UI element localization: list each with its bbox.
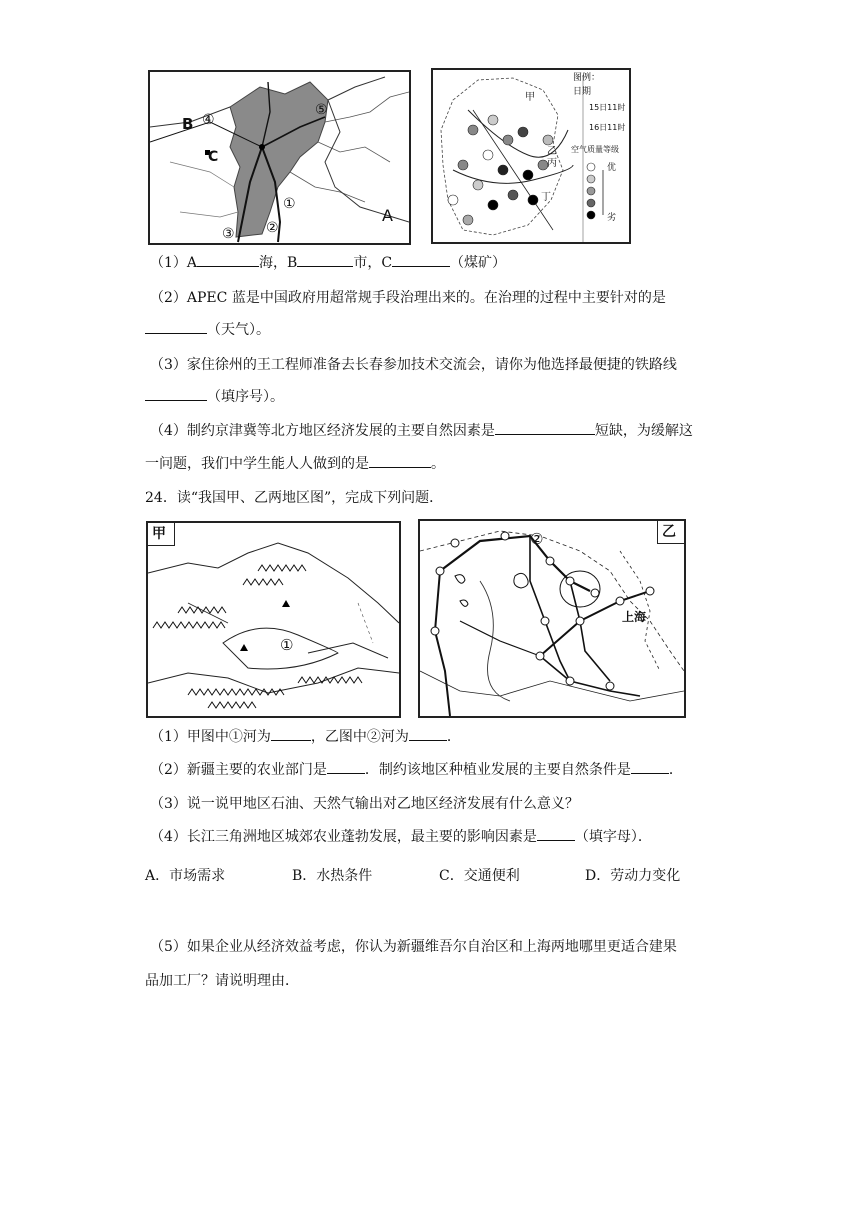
map1-label-2: ② <box>266 220 279 236</box>
map-yi <box>418 519 686 718</box>
legend-title: 图例： <box>573 73 601 83</box>
legend-date-15: 15日11时 <box>589 103 626 112</box>
q23-part1: （1）A 海，B 市，C （煤矿） <box>150 255 507 271</box>
q24-sub5: （5）如果企业从经济效益考虑，你认为新疆维吾尔自治区和上海两地哪里更适合建果 <box>150 939 677 955</box>
map1-label-3: ③ <box>222 226 235 242</box>
map4-label-2: ② <box>530 530 544 548</box>
q24-sub1: （1）甲图中①河为 ，乙图中②河为 ． <box>150 729 461 745</box>
q23-part4b: 一问题，我们中学生能人人做到的是 。 <box>145 456 445 472</box>
map1-label-4: ④ <box>202 112 215 128</box>
q24-sub5b: 品加工厂？请说明理由． <box>145 973 299 989</box>
map-jingjinji <box>148 70 411 245</box>
q23-part3: （3）家住徐州的王工程师准备去长春参加技术交流会，请你为他选择最便捷的铁路线 <box>150 357 677 373</box>
map1-label-a: A <box>382 206 393 225</box>
q23-part3b: （填序号）。 <box>145 387 284 407</box>
q23-part2: （2）APEC 蓝是中国政府用超常规手段治理出来的。在治理的过程中主要针对的是 <box>150 290 666 306</box>
q23-part4: （4）制约京津冀等北方地区经济发展的主要自然因素是 短缺，为缓解这 <box>150 423 693 439</box>
map-jia <box>146 521 401 718</box>
q24-sub3: （3）说一说甲地区石油、天然气输出对乙地区经济发展有什么意义？ <box>150 796 579 812</box>
legend-air-quality: 空气质量等级 <box>571 145 619 154</box>
map2-label-yi: 乙 <box>547 146 557 157</box>
q24-title: 24．读“我国甲、乙两地区图”，完成下列问题． <box>145 490 444 506</box>
legend-best: 优 <box>607 163 617 173</box>
map4-label-shanghai: 上海 <box>622 610 647 624</box>
legend-date: 日期 <box>573 87 592 97</box>
map1-label-5: ⑤ <box>315 102 328 118</box>
map4-label-yi: 乙 <box>662 524 676 540</box>
option-a: A．市场需求 <box>145 868 226 884</box>
q24-sub4: （4）长江三角洲地区城郊农业蓬勃发展，最主要的影响因素是 （填字母）． <box>150 829 652 845</box>
option-b: B．水热条件 <box>292 868 373 884</box>
legend-worst: 劣 <box>607 213 617 223</box>
option-d: D．劳动力变化 <box>585 868 681 884</box>
option-c: C．交通便利 <box>439 868 520 884</box>
legend-date-16: 16日11时 <box>589 123 626 132</box>
map2-label-ding: 丁 <box>541 192 551 203</box>
map3-label-jia: 甲 <box>152 526 166 542</box>
map3-label-1: ① <box>280 636 294 654</box>
q24-sub2: （2）新疆主要的农业部门是 ．制约该地区种植业发展的主要自然条件是 ． <box>150 762 683 778</box>
map2-label-bing: 丙 <box>547 158 557 169</box>
map1-label-c: C <box>208 149 219 165</box>
map1-label-1: ① <box>283 196 296 212</box>
map1-label-b: B <box>182 115 194 133</box>
map2-label-jia: 甲 <box>525 92 535 103</box>
map-air-quality <box>431 68 631 244</box>
q23-part2b: （天气）。 <box>145 320 270 340</box>
